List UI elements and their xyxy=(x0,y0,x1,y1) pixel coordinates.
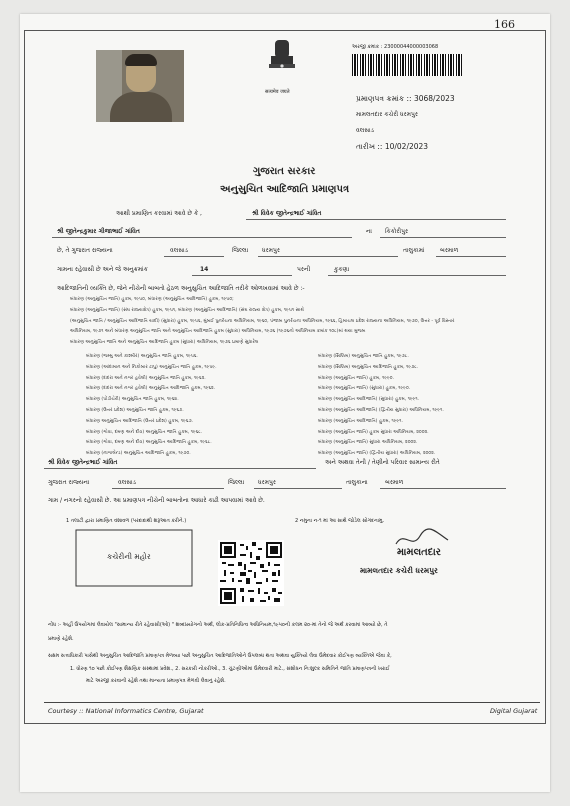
barcode xyxy=(352,54,462,76)
village-name: કિકોરીપુર xyxy=(385,228,409,235)
note-text-2: પ્રમાણે રહેશે. xyxy=(48,636,74,642)
certificate-title: અનુસુચિત આદિજાતિ પ્રમાણપત્ર xyxy=(220,184,350,195)
list-item: બંધારણ (અનુસુચિત જાતિ) સુધારા અધિનિયમ, ૨૦૦૨. xyxy=(318,440,418,446)
cert-number-row: પ્રમાણપત્ર ક્રમાંક :: 3068/2023 xyxy=(356,94,455,103)
application-number: અરજી ક્રમાંક : 23000044000003068 xyxy=(352,44,439,50)
caste-label: પરની xyxy=(297,266,311,273)
issuing-district: વલસાડ xyxy=(356,127,374,134)
list-item: બંધારણ (અનુસુચિત જાતિ) (સંઘ રાજ્યક્ષેત્ર) હુકમ, ૧૯૫૧, બંધારણ (અનુસુચિત આદિજાતિ) (સંઘ રાજ્ય ક્ષેત્ર) હુકમ, ૧૯૫૧ સાથે xyxy=(70,307,304,313)
father-name: શ્રી જીતેન્દ્રકુમાર ગીજાભાઈ ગાંવિત xyxy=(57,228,140,235)
handwritten-page-number: 166 xyxy=(494,18,515,31)
list-item: બંધારણ (અનુસુચિત જાતિ) હુકમ સુધારા અધિનિયમ, ૨૦૦૨. xyxy=(318,429,429,435)
list-item: બંધારણ અનુસુચિત જાતિ અને અનુસુચિત આદિજાતિ હુકમ (સુધારા) અધિનિયમ, ૧૯૭૬ પ્રમાણે સુધારેલ xyxy=(70,340,259,346)
basis-item-1: 1 તલાટી દ્વારા પ્રમાણિત વંશાવળ (પરદાદાથી શરૂઆત કરીને.) xyxy=(66,518,187,524)
list-item: બંધારણ (ઉત્તર પ્રદેશ) અનુસુચિત જાતિ હુકમ, ૧૯૬૭. xyxy=(86,407,184,413)
cert-number-label: પ્રમાણપત્ર ક્રમાંક xyxy=(356,94,405,103)
office-stamp-label: કચેરીની મહોર xyxy=(107,552,151,561)
serial-number: 14 xyxy=(200,266,209,273)
district-name: વલસાડ xyxy=(170,247,188,254)
list-item: બંધારણ (અનુસુચિત આદિજાતિ) હુકમ, ૧૯૯૧. xyxy=(318,418,403,424)
signatory-office: મામલતદાર કચેરી ધરમપુર xyxy=(360,566,438,575)
government-title: ગુજરાત સરકાર xyxy=(253,166,316,177)
list-item: બંધારણ (ગોવા, દમણ અને દીવ) અનુસુચિત જાતિ હુકમ, ૧૯૬૮. xyxy=(86,429,203,435)
list-item: બંધારણ (દાદરા અને નગર હવેલી) અનુસુચિત જાતિ હુકમ, ૧૯૬૨. xyxy=(86,375,206,381)
emblem-motto: सत्यमेव जयते xyxy=(265,89,290,95)
caste-name: કુકણા xyxy=(334,266,350,273)
list-item: બંધારણ (અનુસુચિત જાતિ) (સુધારા) હુકમ, ૧૯૯૦. xyxy=(318,386,411,392)
issuing-office: મામલતદાર કચેરી ધરમપુર xyxy=(356,111,418,118)
notes-right-list xyxy=(318,352,444,460)
resident-line: ગામના રહેવાસી છે અને જે અનુક્રમાંક xyxy=(57,266,148,273)
certify-prefix: આથી પ્રમાણિત કરવામાં આવે છે કે , xyxy=(116,210,202,217)
notes-left-list xyxy=(86,352,217,460)
taluka-suffix: તાલુકામાં xyxy=(403,247,425,254)
footer-item-2: માટે અરજી કરવાની રહેશે તથા માન્યતા પ્રમાણપત્ર મેળવી લેવાનું રહેશે. xyxy=(86,678,226,684)
list-item: બંધારણ અનુસુચિત આદિજાતિ (ઉત્તર પ્રદેશ) હુકમ, ૧૯૬૭. xyxy=(86,418,194,424)
state-line: છે, તે ગુજરાત રાજ્યના xyxy=(57,247,113,254)
issue-date-row: તારીખ :: 10/02/2023 xyxy=(356,142,429,151)
applicant-name: શ્રી વિવેક જીતેન્દ્રભાઈ ગાંવિત xyxy=(252,210,322,217)
list-item: બંધારણ (અનુસુચિત જાતિ) (દ્વિતીય સુધારા) અધિનિયમ, ૨૦૦૨. xyxy=(318,451,436,457)
list-item: બંધારણ (આંદામાન અને નિકોબાર ટાપુ) અનુસુચિત જાતિ હુકમ, ૧૯૫૯. xyxy=(86,364,217,370)
list-item: (અનુસુચિત જાતિ / અનુસુચિત આદિજાતિ યાદી) (સુધારા) હુકમ, ૧૯૫૬, મુંબઈ પુનર્રચના અધિનિયમ, ૧૯૬૦, પંજાબ પુનર્રચના અધિનિયમ, ૧૯૬૬, હિમાચલ પ્રદેશ રાજ્યના અધિનિયમ, ૧૯૭૦, ઉત્તર - પૂર્વ વિસ્તાર xyxy=(70,318,455,324)
district-name-2: વલસાડ xyxy=(118,479,136,486)
digital-gujarat-label: Digital Gujarat xyxy=(490,707,538,715)
list-item: બંધારણ (નાગાલેન્ડ) અનુસુચિત આદિજાતિ હુકમ, ૧૯૭૦. xyxy=(86,451,191,457)
note-text: નોંધ :- અહીં ઉપયોગમાં લેવાયેલ "સામાન્ય રીતે રહેવાસી(ઓ) " શબ્દપ્રયોગનો અર્થ, લોક-પ્રતિનિધિત્વ અધિનિયમ,૧૯૫૦ની કલમ ૨૦-માં તેનો જે અર્થ કરવામાં આવ્યો છે, તે xyxy=(48,622,388,628)
list-item: બંધારણ (અનુસુચિત જાતિ) હુકમ, ૧૯૯૦. xyxy=(318,375,395,381)
list-item: બંધારણ (પોંડીચેરી) અનુસુચિત જાતિ હુકમ, ૧૯૬૪. xyxy=(86,397,179,403)
issue-date-label: તારીખ xyxy=(356,142,375,151)
national-emblem-icon xyxy=(262,36,302,86)
list-item: બંધારણ (સિક્કિમ) અનુસુચિત આદિજાતિ હુકમ, ૧૯૭૮. xyxy=(318,364,419,370)
list-item: બંધારણ (અનુસુચિત જાતિ) હુકમ, ૧૯૫૦, બંધારણ (અનુસુચિત આદિજાતિ) હુકમ, ૧૯૫૦; xyxy=(70,297,234,302)
applicant-name-2: શ્રી વિવેક જીતેન્દ્રભાઈ ગાંવિત xyxy=(48,459,118,466)
state-line-2: ગુજરાત રાજ્યના xyxy=(48,479,90,486)
tribe-statement: આદિજાતિની વ્યક્તિ છે, જેને નીચેની બાબતો હેઠળ અનુસુચિત આદિજાતિ તરીકે ઓળખવામાં આવે છે :- xyxy=(57,285,305,292)
qr-code xyxy=(218,540,284,606)
family-line: અને અથવા તેની / તેણીનો પરિવાર સામાન્ય રીતે xyxy=(325,459,440,466)
courtesy-text: Courtesy :: National Informatics Centre, Gujarat xyxy=(48,707,204,715)
village-3: બરમાળ xyxy=(385,479,404,486)
list-item: અધિનિયમ, ૧૯૭૧ અને બંધારણ અનુસુચિત જાતિ અને અનુસુચિત આદિજાતિ હુકમ (સુધારા) અધિનિયમ, ૧૯૭૬ (૧૯૭૬નો અધિનિયમ ક્રમાંક ૧૦૮)માં થયા મુજબ xyxy=(70,329,366,335)
footer-item: 1. ધોરણ ૧૦ પછી કોઈપણ શૈક્ષણિક સંસ્થામાં પ્રવેશ., 2. સરકારી નોકરીઓ., 3. ચુંટણીઓમાં ઉમેદવારી માટે., સંશોધન નિઃશુલ્ક સમિતિને જાતિ પ્રમાણપત્રની ખરાઈ xyxy=(70,666,390,672)
list-item: બંધારણ (દાદરા અને નગર હવેલી) અનુસુચિત આદિજાતિ હુકમ, ૧૯૬૨. xyxy=(86,386,216,392)
list-item: બંધારણ (અનુસુચિત આદિજાતિ) (સુધારા) હુકમ, ૧૯૯૧. xyxy=(318,397,420,403)
issued-line: ગામ / નગરનો રહેવાસી છે. આ પ્રમાણપત્ર નીચેની બાબતોના આધારે કાઢી આપવામાં આવે છે. xyxy=(48,497,265,504)
taluka-prefix: જિલ્લા xyxy=(232,247,249,254)
taluka-name: ધરમપુર xyxy=(262,247,280,254)
notes-top-list xyxy=(70,295,455,349)
list-item: બંધારણ (ગોવા, દમણ અને દીવ) અનુસુચિત આદિજાતિ હુકમ, ૧૯૬૮. xyxy=(86,440,212,446)
footer-paragraph: સક્ષમ સત્તાધિકારી પાસેથી અનુસુચિત આદિજાતિ પ્રમાણપત્ર મેળવ્યા પછી અનુસુચિત આદિજાતિઓને ઉપલબ્ધ થતા અથવા યુક્તિયો લેવા ઉમેદવાર કોઈપણ વ્યક્તિએ જેવા કે, xyxy=(48,653,392,659)
basis-item-2: 2 નમુના ન-૧ માં આ સાથે જોડેલ સોગંદનામુ. xyxy=(295,518,385,524)
taluka2-suffix: તાલુકાના xyxy=(346,479,368,486)
signatory-title: મામલતદાર xyxy=(397,547,441,558)
list-item: બંધારણ (અનુસુચિત આદિજાતિ) (દ્વિતીય સુધારા) અધિનિયમ, ૧૯૯૧. xyxy=(318,407,444,413)
village-label: ના xyxy=(366,228,372,235)
issue-date: 10/02/2023 xyxy=(384,142,429,151)
taluka2-prefix: જિલ્લા xyxy=(228,479,245,486)
applicant-photo xyxy=(96,50,184,122)
village-2: બરમાળ xyxy=(440,247,459,254)
taluka-name-2: ધરમપુર xyxy=(258,479,276,486)
list-item: બંધારણ (જમ્મુ અને કાશ્મીર) અનુસુચિત જાતિ હુકમ, ૧૯૫૬. xyxy=(86,354,198,359)
cert-number: 3068/2023 xyxy=(413,94,455,103)
list-item: બંધારણ (સિક્કિમ) અનુસુચિત જાતિ હુકમ, ૧૯૭૮. xyxy=(318,354,409,359)
